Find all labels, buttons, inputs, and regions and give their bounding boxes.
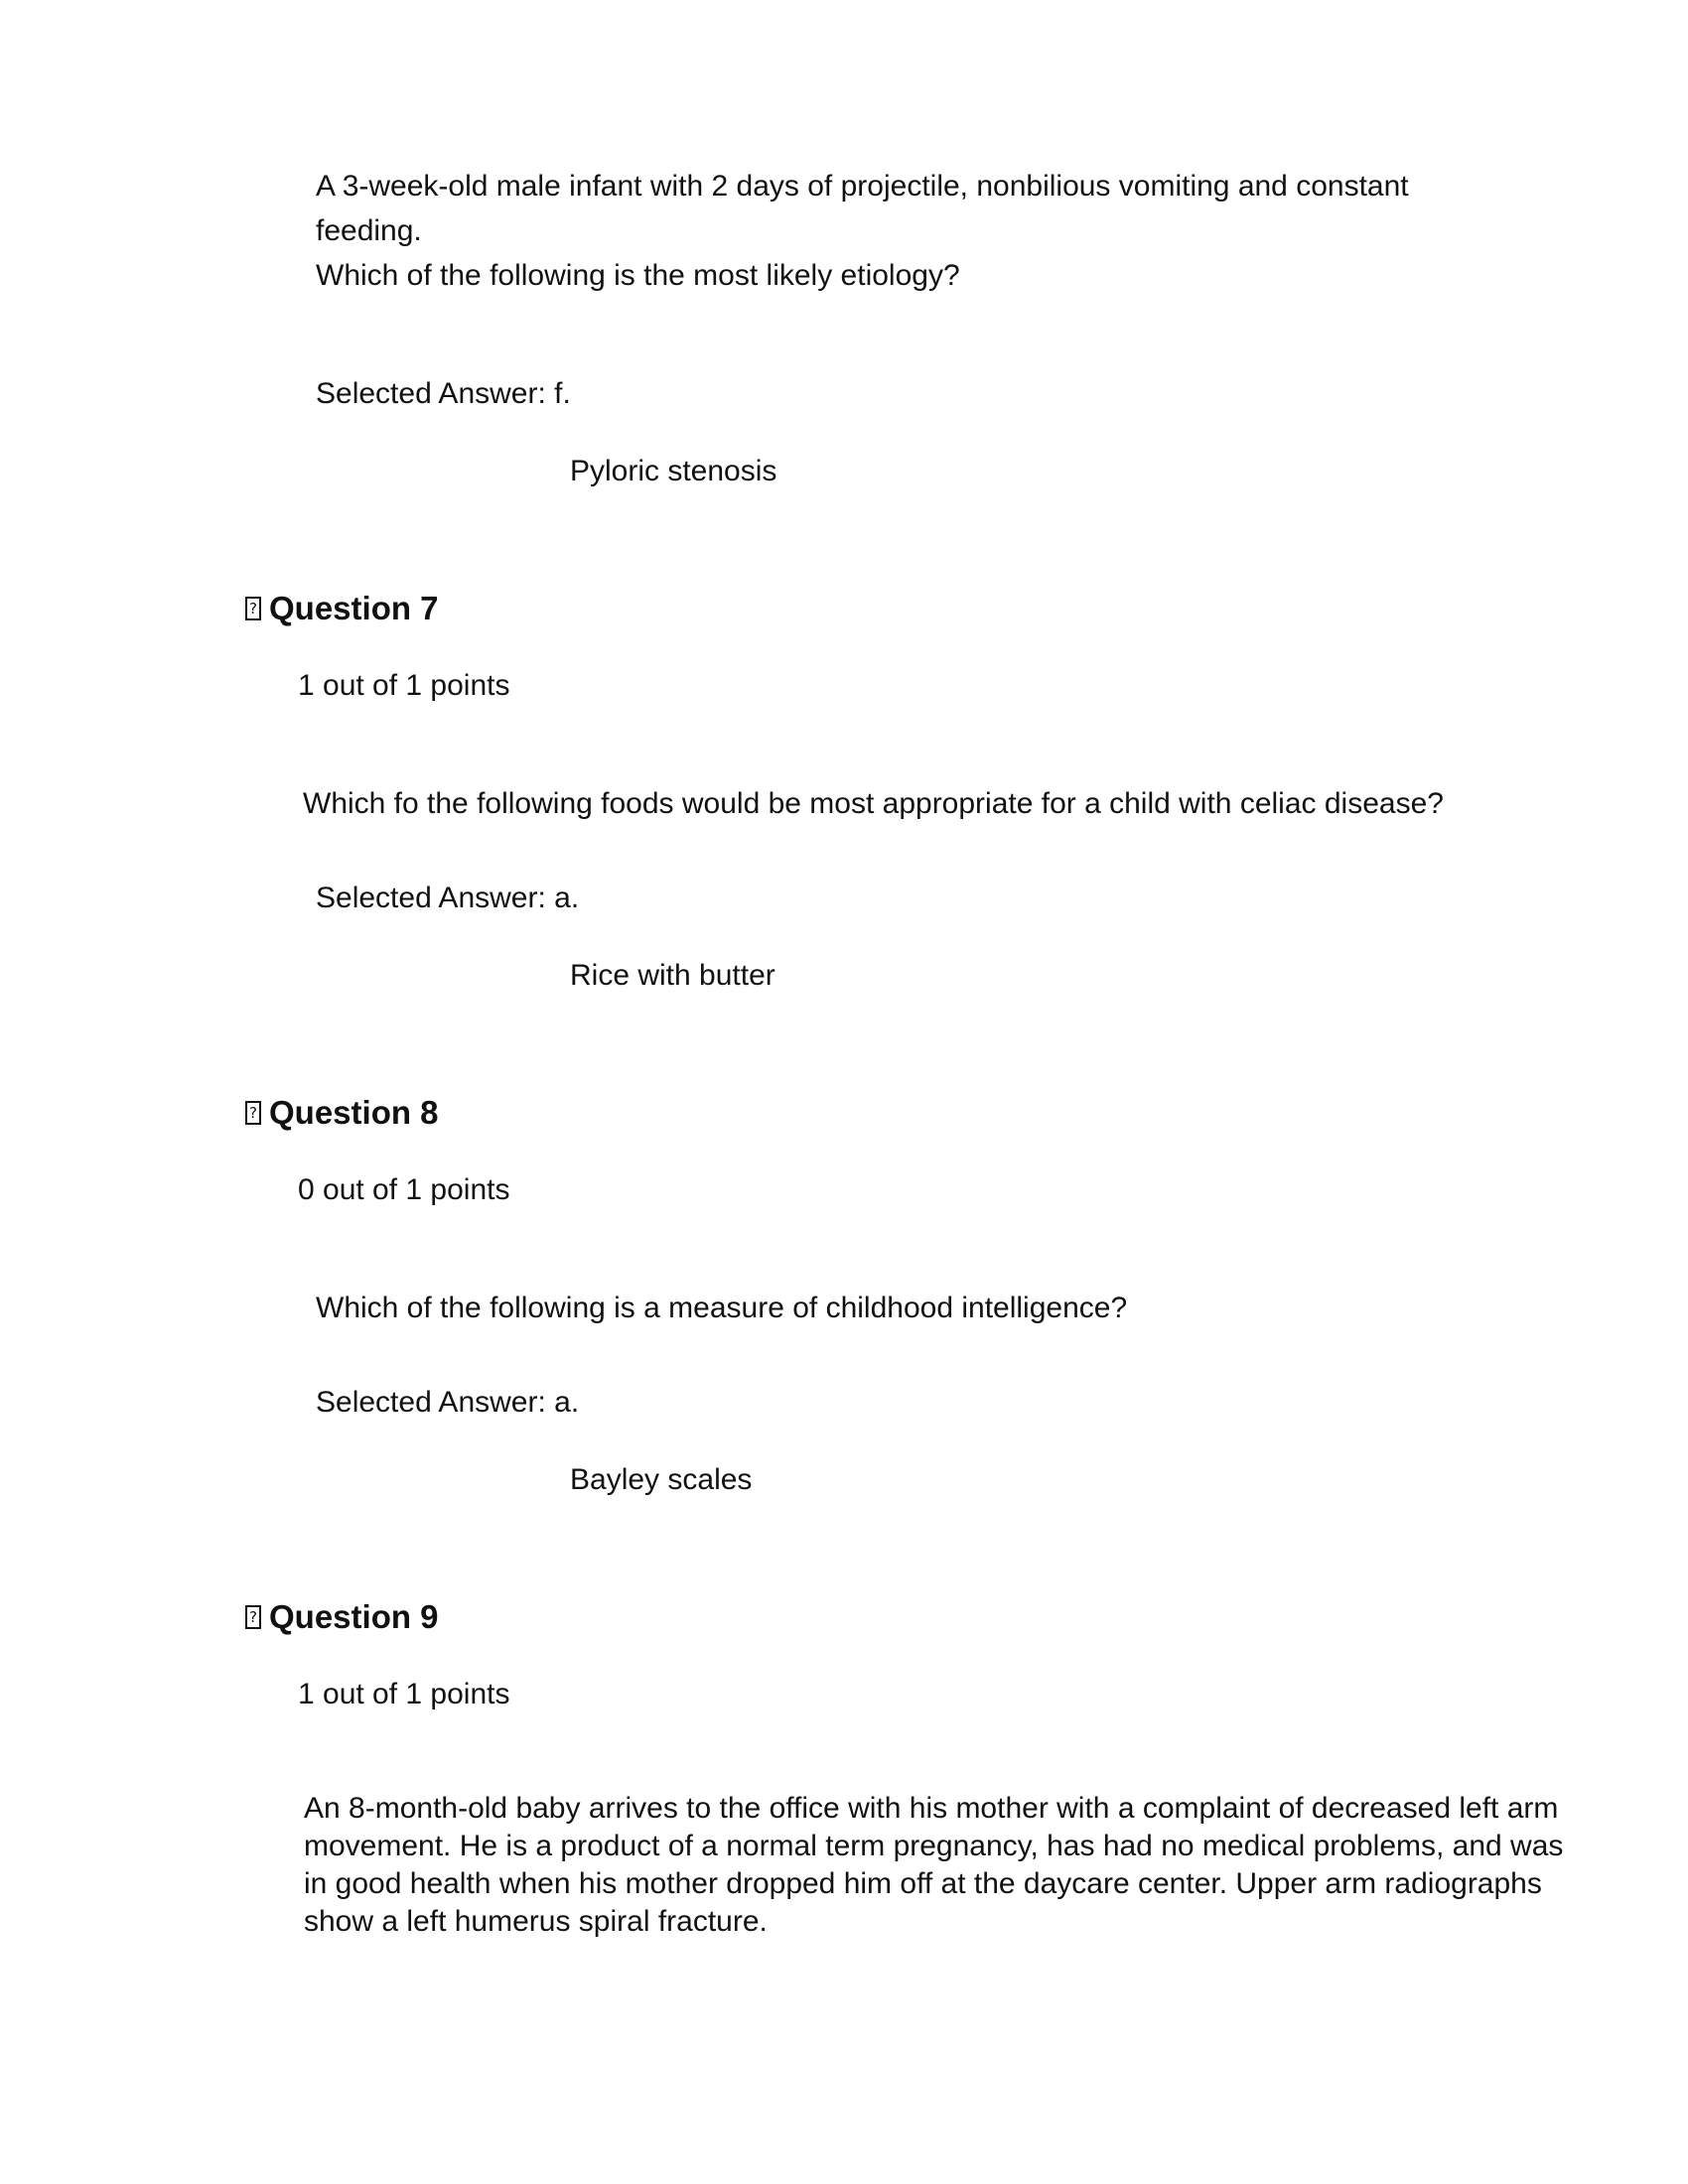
question-status-icon xyxy=(245,1605,261,1629)
question-title: Question 9 xyxy=(269,1598,439,1635)
question-heading xyxy=(245,1594,439,1639)
question-points: 1 out of 1 points xyxy=(298,1678,510,1710)
question-status-icon xyxy=(245,1101,261,1125)
question-heading xyxy=(245,1090,439,1135)
question-text: An 8-month-old baby arrives to the office with his mother with a complaint of decreased left arm movement. He is a product of a normal term pregnancy, has had no medical problems, and was in good health when his mother dropped him off at the daycare center. Upper arm radiographs show a left humerus spiral fracture. xyxy=(304,1792,1564,1938)
question-points: 1 out of 1 points xyxy=(298,669,510,702)
selected-answer-value: Pyloric stenosis xyxy=(570,455,777,487)
selected-answer-label: Selected Answer: a. xyxy=(316,1386,580,1419)
selected-answer-value: Bayley scales xyxy=(570,1463,753,1496)
selected-answer-label: Selected Answer: a. xyxy=(316,882,580,914)
selected-answer-label: Selected Answer: f. xyxy=(316,377,571,410)
question-text: Which of the following is a measure of childhood intelligence? xyxy=(316,1292,1128,1324)
question-title: Question 8 xyxy=(269,1094,439,1131)
question-heading xyxy=(245,586,439,630)
question-title: Question 7 xyxy=(269,590,439,626)
question-text-line: A 3-week-old male infant with 2 days of projectile, nonbilious vomiting and constant xyxy=(316,170,1409,203)
selected-answer-value: Rice with butter xyxy=(570,959,775,992)
question-status-icon xyxy=(245,597,261,620)
question-text-line: Which of the following is the most likely etiology? xyxy=(316,259,960,292)
question-points: 0 out of 1 points xyxy=(298,1173,510,1206)
question-text: Which fo the following foods would be most appropriate for a child with celiac disease? xyxy=(303,787,1444,820)
question-text-line: feeding. xyxy=(316,214,422,247)
